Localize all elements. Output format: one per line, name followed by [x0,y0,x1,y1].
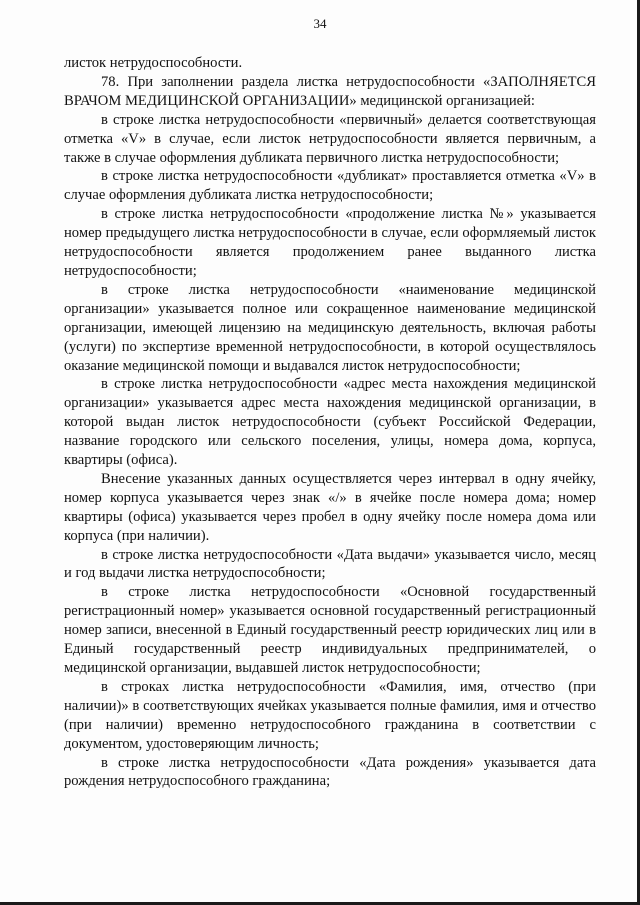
paragraph: в строке листка нетрудоспособности «Дата выдачи» указывается число, месяц и год выдачи листка нетрудоспособности; [64,546,596,582]
paragraph: в строке листка нетрудоспособности «Основной государственный регистрационный номер» указывается основной государственный регистрационный номер записи, внесенной в Единый государственный реестр юридических лиц или в Единый государственный реестр индивидуальных предпринимателей, о медицинской организации, выдавшей листок нетрудоспособности; [64,584,596,676]
paragraph: 78. При заполнении раздела листка нетрудоспособности «ЗАПОЛНЯЕТСЯ ВРАЧОМ МЕДИЦИНСКОЙ ОРГАНИЗАЦИИ» медицинской организацией: [64,73,596,109]
document-body [64,54,596,791]
paragraph: в строке листка нетрудоспособности «Дата рождения» указывается дата рождения нетрудоспособного гражданина; [64,754,596,790]
page-number: 34 [313,16,327,31]
paragraph: Внесение указанных данных осуществляется через интервал в одну ячейку, номер корпуса указывается через знак «/» в ячейке после номера дома; номер квартиры (офиса) указывается через пробел в одну ячейку после номера дома или корпуса (при наличии). [64,470,596,544]
paragraph: в строках листка нетрудоспособности «Фамилия, имя, отчество (при наличии)» в соответствующих ячейках указывается полные фамилия, имя и отчество (при наличии) временно нетрудоспособного гражданина в соответствии с документом, удостоверяющим личность; [64,678,596,752]
paragraph: листок нетрудоспособности. [64,55,243,71]
paragraph: в строке листка нетрудоспособности «продолжение листка №» указывается номер предыдущего листка нетрудоспособности в случае, если оформляемый листок нетрудоспособности является продолжением ранее выданного листка нетрудоспособности; [64,206,596,279]
paragraph: в строке листка нетрудоспособности «дубликат» проставляется отметка «V» в случае оформления дубликата листка нетрудоспособности; [64,168,596,204]
paragraph: в строке листка нетрудоспособности «первичный» делается соответствующая отметка «V» в случае, если листок нетрудоспособности является первичным, а также в случае оформления дубликата первичного листка нетрудоспособности; [64,111,596,166]
paragraph: в строке листка нетрудоспособности «наименование медицинской организации» указывается полное или сокращенное наименование медицинской организации, имеющей лицензию на медицинскую деятельность, включая работы (услуги) по экспертизе временной нетрудоспособности, в которой осуществлялось оказание медицинской помощи и выдавался листок нетрудоспособности; [64,281,596,374]
paragraph: в строке листка нетрудоспособности «адрес места нахождения медицинской организации» указывается адрес места нахождения медицинской организации, в которой выдан листок нетрудоспособности (субъект Российской Федерации, название городского или сельского поселения, улицы, номера дома, корпуса, квартиры (офиса). [64,376,596,469]
